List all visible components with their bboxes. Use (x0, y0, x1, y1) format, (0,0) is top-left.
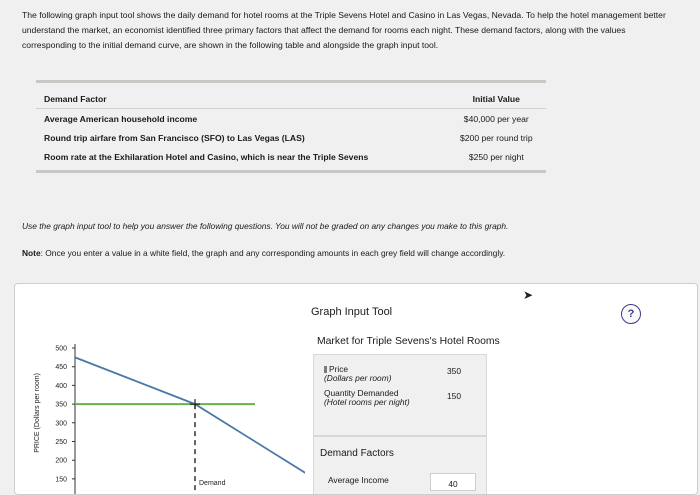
quantity-value: 150 (432, 388, 476, 404)
quantity-label: Quantity Demanded (Hotel rooms per night) (324, 388, 410, 407)
table-header-row (36, 89, 546, 109)
table-row (36, 147, 546, 166)
average-income-input[interactable]: 40 (430, 473, 476, 491)
demand-factors-title: Demand Factors (320, 448, 394, 459)
help-icon[interactable]: ? (621, 304, 641, 324)
demand-curve-label: Demand (199, 479, 226, 487)
note-text (22, 248, 505, 258)
table-cell-value: $40,000 per year (463, 113, 529, 124)
table-row (36, 128, 546, 147)
y-tick-label: 200 (55, 457, 67, 465)
table-header-factor: Demand Factor (44, 93, 107, 104)
y-axis-label: PRICE (Dollars per room) (34, 373, 41, 453)
y-tick-label: 400 (55, 382, 67, 390)
price-value: 350 (432, 363, 476, 379)
y-tick-label: 450 (55, 364, 67, 372)
table-cell-value: $200 per round trip (459, 132, 533, 143)
instruction-text: Use the graph input tool to help you answer the following questions. You will not be graded on any changes you make to this graph. (22, 221, 509, 231)
demand-curve (75, 357, 305, 479)
note-label: Note (22, 248, 41, 258)
intro-text: The following graph input tool shows the daily demand for hotel rooms at the Triple Sevens Hotel and Casino in Las Vegas, Nevada. To help the hotel management better understand the market, an economist identified three primary factors that affect the demand for rooms each night. These demand factors, along with the values corresponding to the initial demand curve, are shown in the following table and alongside the graph input tool. (22, 10, 666, 50)
table-cell-factor: Average American household income (44, 113, 198, 124)
y-tick-label: 250 (55, 439, 67, 446)
table-cell-factor: Room rate at the Exhilaration Hotel and Casino, which is near the Triple Sevens (44, 151, 369, 162)
demand-factor-table (36, 80, 546, 173)
y-tick-label: 150 (55, 476, 67, 484)
y-tick-label: 500 (55, 345, 67, 353)
quantity-sublabel: (Hotel rooms per night) (324, 396, 410, 407)
table-header-value: Initial Value (472, 93, 520, 104)
average-income-label: Average Income (328, 475, 389, 485)
tool-title: Graph Input Tool (311, 306, 393, 318)
demand-factors-panel (313, 436, 487, 495)
market-title: Market for Triple Sevens's Hotel Rooms (317, 336, 500, 347)
table-cell-value: $250 per night (468, 151, 524, 162)
price-sublabel: (Dollars per room) (324, 373, 392, 383)
y-tick-label: 350 (55, 401, 67, 409)
table-cell-factor: Round trip airfare from San Francisco (SFO) to Las Vegas (LAS) (44, 132, 305, 143)
graph-input-tool (14, 283, 698, 495)
table-row (36, 109, 546, 128)
point-readout-panel (313, 354, 487, 436)
price-marker-icon (324, 366, 327, 373)
demand-chart[interactable] (15, 284, 305, 494)
note-body: : Once you enter a value in a white field, the graph and any corresponding amounts in each grey field will change accordingly. (40, 248, 506, 258)
price-label: Price (Dollars per room) (324, 364, 392, 383)
mouse-cursor-icon: ➤ (523, 288, 534, 302)
y-tick-label: 300 (55, 420, 67, 428)
